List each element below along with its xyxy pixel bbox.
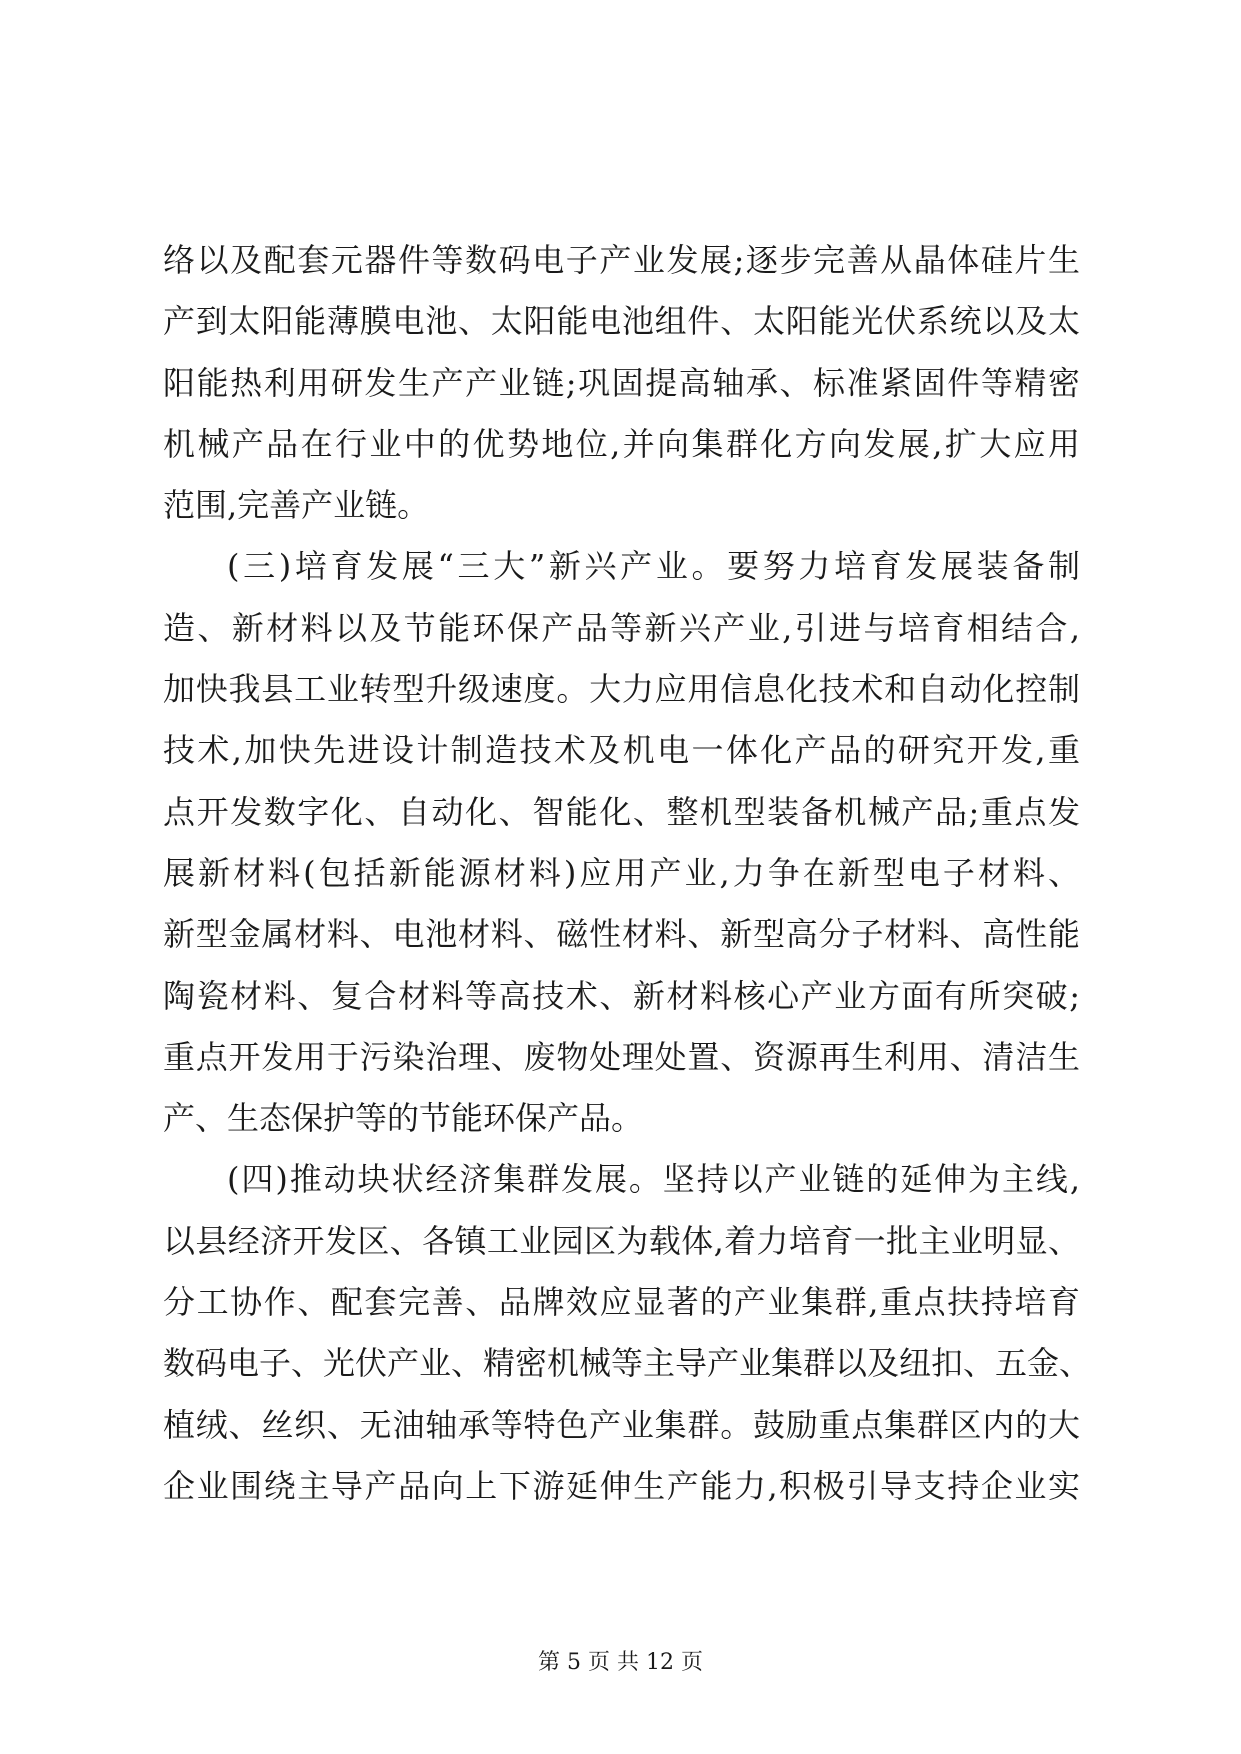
text-line: 数码电子、光伏产业、精密机械等主导产业集群以及纽扣、五金、 [163,1344,1092,1383]
text-line: (四)推动块状经济集群发展。坚持以产业链的延伸为主线, [227,1160,1080,1199]
text-line: 以县经济开发区、各镇工业园区为载体,着力培育一批主业明显、 [163,1221,1080,1260]
document-body [163,230,1092,1517]
text-line: (三)培育发展“三大”新兴产业。要努力培育发展装备制 [227,547,1080,586]
paragraph-1 [163,230,1080,536]
text-line: 植绒、丝织、无油轴承等特色产业集群。鼓励重点集群区内的大 [163,1405,1080,1444]
text-line: 产到太阳能薄膜电池、太阳能电池组件、太阳能光伏系统以及太 [163,302,1080,341]
text-line: 阳能热利用研发生产产业链;巩固提高轴承、标准紧固件等精密 [163,363,1080,402]
text-line: 陶瓷材料、复合材料等高技术、新材料核心产业方面有所突破; [163,976,1080,1015]
paragraph-3 [163,1149,1092,1517]
paragraph-2 [163,536,1080,1149]
text-line: 络以及配套元器件等数码电子产业发展;逐步完善从晶体硅片生 [163,241,1080,279]
text-line: 重点开发用于污染治理、废物处理处置、资源再生利用、清洁生 [163,1037,1080,1076]
page-footer [0,1648,1241,1678]
text-line: 机械产品在行业中的优势地位,并向集群化方向发展,扩大应用 [163,424,1080,463]
text-line: 产、生态保护等的节能环保产品。 [163,1099,644,1138]
text-line: 造、新材料以及节能环保产品等新兴产业,引进与培育相结合, [163,608,1080,647]
text-line: 展新材料(包括新能源材料)应用产业,力争在新型电子材料、 [163,853,1080,892]
text-line: 新型金属材料、电池材料、磁性材料、新型高分子材料、高性能 [163,915,1080,954]
text-line: 分工协作、配套完善、品牌效应显著的产业集群,重点扶持培育 [163,1283,1080,1322]
text-line: 企业围绕主导产品向上下游延伸生产能力,积极引导支持企业实 [163,1466,1080,1505]
text-line: 加快我县工业转型升级速度。大力应用信息化技术和自动化控制 [163,670,1080,709]
text-line: 范围,完善产业链。 [163,486,430,525]
page-number-label: 第 5 页 共 12 页 [538,1650,703,1675]
text-line: 技术,加快先进设计制造技术及机电一体化产品的研究开发,重 [163,731,1080,770]
text-line: 点开发数字化、自动化、智能化、整机型装备机械产品;重点发 [163,792,1080,831]
